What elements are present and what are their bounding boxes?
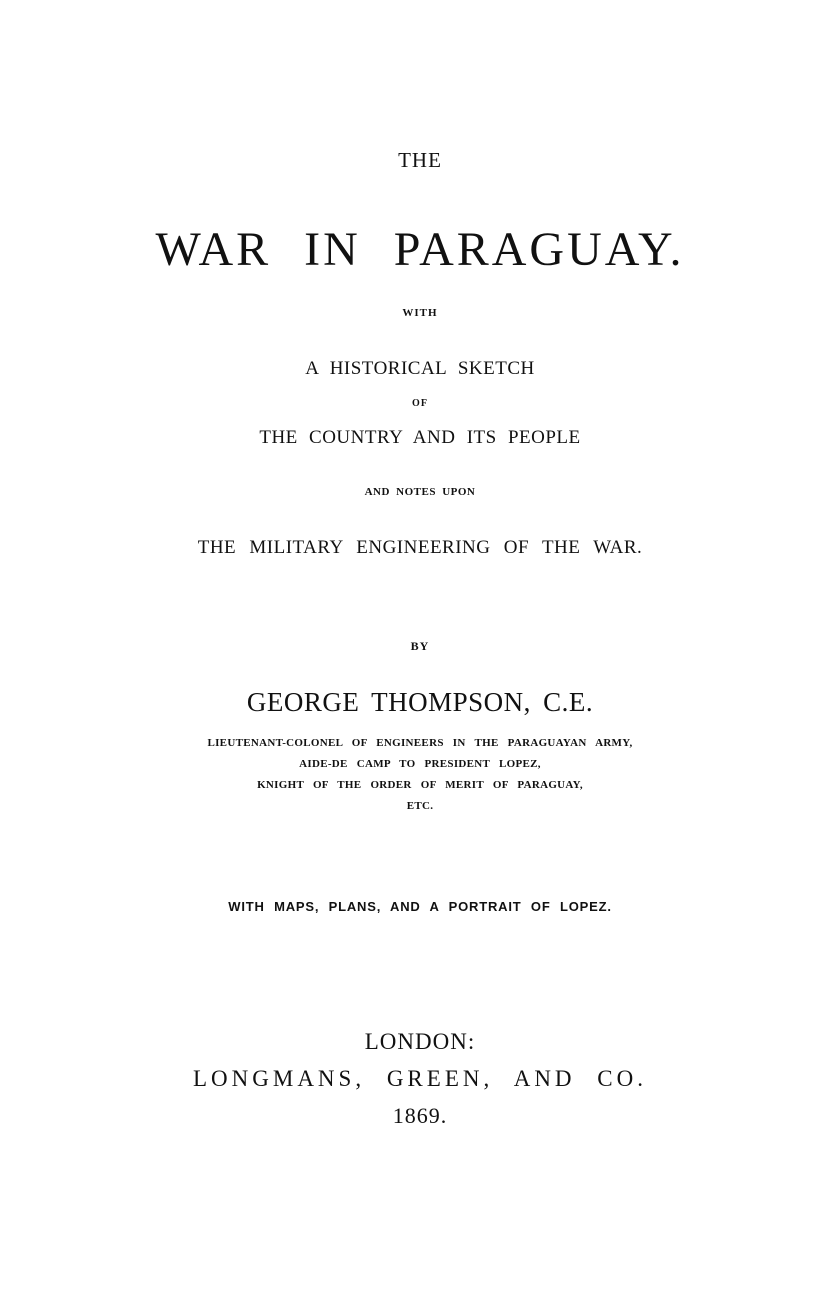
- title-the: THE: [398, 148, 442, 172]
- subtitle-historical-sketch: A HISTORICAL SKETCH: [305, 358, 535, 379]
- of-label: OF: [412, 398, 428, 409]
- author-credential-line: KNIGHT OF THE ORDER OF MERIT OF PARAGUAY,: [257, 779, 583, 791]
- author-name: GEORGE THOMPSON, C.E.: [246, 687, 594, 717]
- illustrations-note: WITH MAPS, PLANS, AND A PORTRAIT OF LOPEZ.: [228, 899, 612, 914]
- subtitle-military-engineering: THE MILITARY ENGINEERING OF THE WAR.: [197, 537, 643, 558]
- with-label: WITH: [402, 307, 438, 319]
- publication-year: 1869.: [392, 1103, 448, 1128]
- author-credential-line: LIEUTENANT-COLONEL OF ENGINEERS IN THE PARAGUAYAN ARMY,: [207, 737, 633, 749]
- and-notes-upon-label: AND NOTES UPON: [364, 486, 476, 498]
- subtitle-country-people: THE COUNTRY AND ITS PEOPLE: [259, 427, 581, 448]
- book-title: WAR IN PARAGUAY.: [155, 223, 685, 276]
- by-label: BY: [410, 639, 430, 653]
- author-credential-line: AIDE-DE CAMP TO PRESIDENT LOPEZ,: [299, 758, 541, 770]
- publication-place: LONDON:: [364, 1029, 476, 1054]
- author-credential-line: ETC.: [406, 800, 434, 812]
- publisher-name: LONGMANS, GREEN, AND CO.: [192, 1066, 647, 1091]
